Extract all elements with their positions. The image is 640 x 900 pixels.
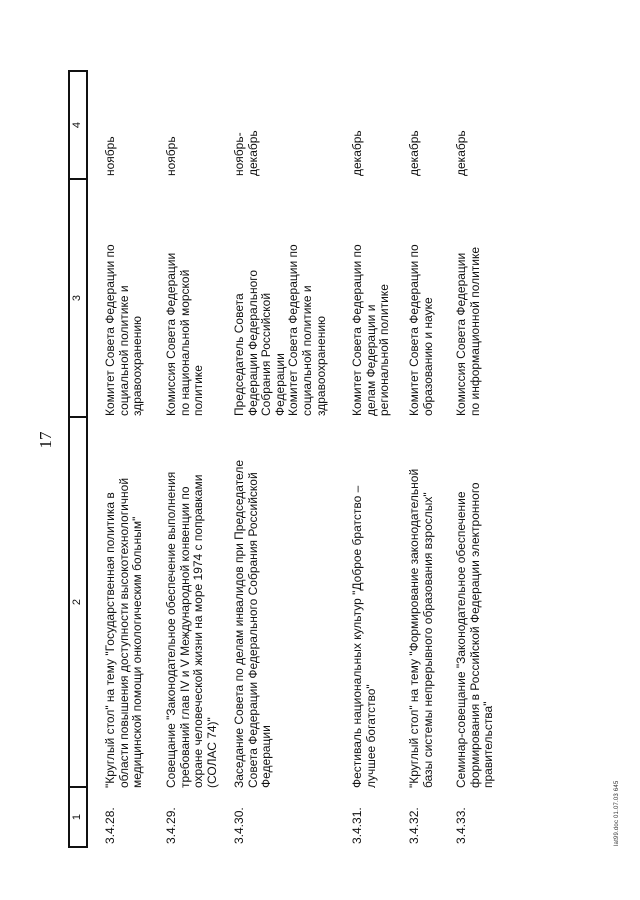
file-footer-note: lat99.doc 01.07.03 645 [614, 780, 620, 846]
responsible-body: Комитет Совета Федерации по делам Федерации и региональной политике [350, 244, 392, 416]
event-title: Заседание Совета по делам инвалидов при Председателе Совета Федерации Федерального Собрания Российской Федерации [232, 459, 274, 788]
header-col-3: 3 [71, 294, 83, 302]
event-date: ноябрь [103, 136, 117, 176]
responsible-body: Комитет Совета Федерации по образованию и науке [407, 244, 435, 416]
header-col-2: 2 [71, 598, 83, 606]
row-number: 3.4.31. [350, 807, 364, 844]
schedule-table [68, 70, 640, 848]
row-number: 3.4.29. [164, 807, 178, 844]
row-number: 3.4.33. [454, 807, 468, 844]
col-divider-0 [68, 846, 86, 848]
responsible-body: Комиссия Совета Федерации по национальной морской политике [164, 252, 206, 416]
event-date: ноябрь [164, 136, 178, 176]
header-col-1: 1 [71, 813, 83, 821]
page-number: 17 [36, 431, 55, 449]
row-number: 3.4.32. [407, 807, 421, 844]
event-date: ноябрь- декабрь [232, 130, 260, 176]
responsible-body: Председатель Совета Федерации Федерального Собрания Российской Федерации Комитет Совета Федерации по социальной политике и здравоохранению [232, 244, 328, 416]
row-number: 3.4.30. [232, 807, 246, 844]
event-date: декабрь [454, 130, 468, 176]
event-title: "Круглый стол" на тему "Государственная политика в области повышения доступности высокотехнологичной медицинской помощи онкологическим больным" [103, 477, 145, 788]
event-date: декабрь [350, 130, 364, 176]
responsible-body: Комиссия Совета Федерации по информационной политике [454, 246, 482, 416]
row-number: 3.4.28. [103, 807, 117, 844]
event-title: Совещание "Законодательное обеспечение выполнения требований глав IV и V Международной конвенции по охране человеческой жизни на море 1974 с поправками (СОЛАС 74)" [164, 471, 219, 788]
event-title: Семинар-совещание "Законодательное обеспечение формирования в Российской Федерации электронного правительства" [454, 482, 496, 788]
event-title: Фестиваль национальных культур "Доброе братство – лучшее богатство" [350, 485, 378, 788]
header-bottom-border [86, 70, 88, 848]
responsible-body: Комитет Совета Федерации по социальной политике и здравоохранению [103, 244, 145, 416]
event-title: "Круглый стол" на тему "Формирование законодательной базы системы непрерывного образования взрослых" [407, 468, 435, 788]
header-col-4: 4 [71, 121, 83, 129]
event-date: декабрь [407, 130, 421, 176]
